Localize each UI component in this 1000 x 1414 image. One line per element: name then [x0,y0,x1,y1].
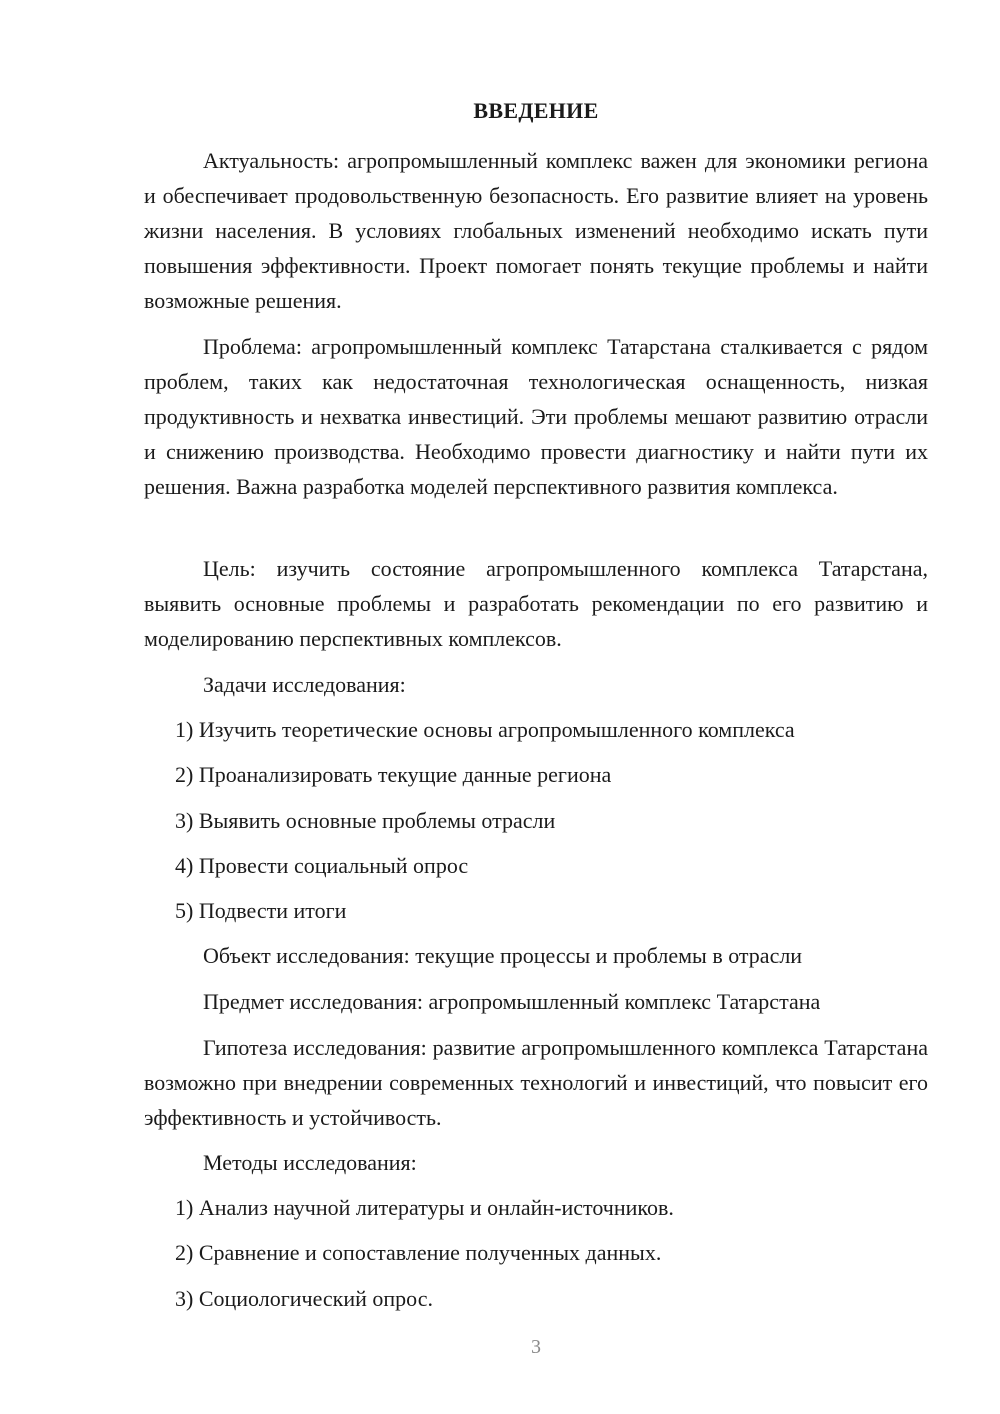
method-item: 2) Сравнение и сопоставление полученных данных. [175,1240,662,1265]
task-item: 4) Провести социальный опрос [175,853,469,878]
task-item: 2) Проанализировать текущие данные региона [175,762,612,787]
problem-paragraph: Проблема: агропромышленный комплекс Татарстана сталкивается с рядом проблем, таких как недостаточная технологическая оснащенность, низкая продуктивность и нехватка инвестиций. Эти проблемы мешают развитию отрасли и снижению производства. Необходимо провести диагностику и найти пути их решения. Важна разработка моделей перспективного развития комплекса. [144,334,928,499]
hypothesis-paragraph: Гипотеза исследования: развитие агропромышленного комплекса Татарстана возможно при внедрении современных технологий и инвестиций, что повысит его эффективность и устойчивость. [144,1035,928,1130]
goal-paragraph: Цель: изучить состояние агропромышленного комплекса Татарстана, выявить основные проблемы и разработать рекомендации по его развитию и моделированию перспективных комплексов. [144,556,928,651]
methods-heading: Методы исследования: [203,1150,417,1175]
method-item: 3) Социологический опрос. [175,1286,433,1311]
task-item: 3) Выявить основные проблемы отрасли [175,808,556,833]
research-object: Объект исследования: текущие процессы и проблемы в отрасли [203,943,803,968]
task-item: 5) Подвести итоги [175,898,347,923]
page-number: 3 [531,1336,541,1358]
page-title: ВВЕДЕНИЕ [473,98,599,123]
relevance-paragraph: Актуальность: агропромышленный комплекс важен для экономики региона и обеспечивает продовольственную безопасность. Его развитие влияет на уровень жизни населения. В условиях глобальных изменений необходимо искать пути повышения эффективности. Проект помогает понять текущие проблемы и найти возможные решения. [144,148,928,313]
task-item: 1) Изучить теоретические основы агропромышленного комплекса [175,717,795,742]
research-subject: Предмет исследования: агропромышленный комплекс Татарстана [203,989,821,1014]
method-item: 1) Анализ научной литературы и онлайн-источников. [175,1195,674,1220]
tasks-heading: Задачи исследования: [203,672,406,697]
